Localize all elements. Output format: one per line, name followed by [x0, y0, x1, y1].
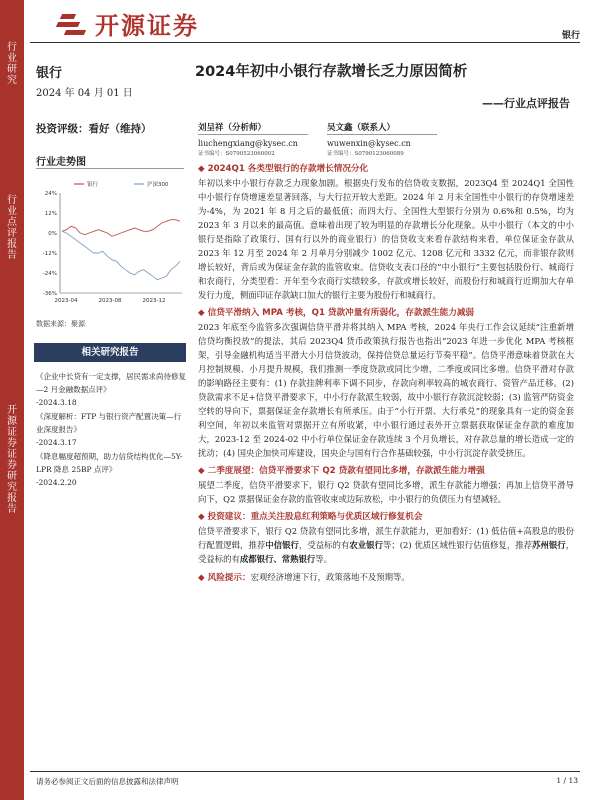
series-line-0 [62, 220, 180, 237]
section-paragraph [198, 524, 574, 566]
beneficiary-stock: 农业银行 [349, 540, 383, 550]
text-run: ，受益标的有 [298, 540, 350, 550]
x-tick-label: 2023-04 [54, 298, 78, 304]
section-heading-text: 投资建议：重点关注股息红利策略与优质区域行修复机会 [207, 512, 423, 522]
section-heading-text: 2024Q1 各类型银行的存款增长情况分化 [207, 164, 369, 174]
related-report-title[interactable]: 《深度解析：FTP 与银行资产配置决策—行业深度报告》 [36, 412, 182, 434]
related-report-date: -2024.3.18 [36, 398, 77, 407]
report-title: 2024年初中小银行存款增长乏力原因简析 [195, 64, 468, 80]
y-tick-label: -36% [42, 291, 57, 297]
y-tick-label: 0% [48, 231, 57, 237]
related-report-title[interactable]: 《企业中长贷有一定支撑，居民需求尚待修复—2 月金融数据点评》 [36, 372, 186, 394]
chart-title: 行业走势图 [36, 157, 86, 168]
related-report-date: -2024.3.17 [36, 438, 77, 447]
logo-text: 开源证券 [95, 12, 199, 40]
analyst-card [198, 123, 298, 160]
analyst-divider [198, 134, 308, 135]
recommended-stock: 中信银行 [265, 540, 299, 550]
section-paragraph: 2023 年底至今监管多次强调信贷平滑并将其纳入 MPA 考核，2024 年央行工作会议延续“注重新增信贷均衡投放”的提法，其后 2023Q4 货币政策执行报告也指出“2023 年进一步优化 MPA 考核框架，引导金融机构适当平滑大小月信贷波动，保持信贷总量运行节奏平稳”。信贷平滑意味着贷款在大月控制规模、小月提升规模，我们推测一季度贷款或同比少增，二季度或同比多增。信贷平滑对存款的影响路径主要有：(1) 存款挂牌利率下调不同步，存款向利率较高的城农商行、资管产品迁移。(2) 贷款需求不足+信贷平滑要求下，中小行存款派生较弱，故中小银行存款沉淀较弱；(3) 监管严防资金空转的导向下，票据保证金存款增长有所承压。由于“小行开票、大行承兑”的现象具有一定的资金套利空间，年初以来监管对票据开立有所收紧，中小银行通过表外开立票据获取保证金存款的难度加大，2023-12 至 2024-02 中小行单位保证金存款连续 3 个月负增长，对存款总量的增长造成一定的扰动；(4) 国央企加快司库建设，国央企与国有行合作基础较强，中小行沉淀存款受挤压。 [198, 322, 574, 458]
related-report-title[interactable]: 《降息幅度超预期，助力信贷结构优化—5Y-LPR 降息 25BP 点评》 [36, 452, 183, 474]
series-line-1 [62, 231, 180, 279]
section-heading [198, 162, 574, 176]
section-heading [198, 573, 251, 583]
legend-label: 银行 [87, 182, 99, 188]
footer-divider [30, 771, 580, 772]
related-report-item[interactable] [36, 410, 186, 449]
sidebar [0, 0, 24, 800]
related-report-item[interactable] [36, 450, 186, 489]
related-reports-list [36, 370, 186, 490]
contact-email[interactable]: wuwenxin@kysec.cn [327, 139, 411, 148]
page-number: 1 / 13 [556, 776, 578, 785]
header-divider [30, 42, 580, 43]
text-run: 等。 [315, 554, 332, 564]
y-tick-label: -24% [42, 271, 57, 277]
diamond-bullet-icon: ◆ [198, 466, 208, 476]
contact-name: 吴文鑫（联系人） [327, 123, 396, 133]
logo-mark-icon [55, 12, 89, 36]
sector-label: 银行 [36, 66, 63, 81]
sidebar-label-research: 行业研究 [7, 42, 17, 86]
section-heading-text: 风险提示： [207, 573, 251, 583]
investment-rating: 投资评级：看好（维持） [36, 123, 152, 135]
section-heading-text: 二季度展望：信贷平滑要求下 Q2 贷款有望同比多增，存款派生能力增强 [207, 466, 485, 476]
section-heading [198, 510, 574, 524]
legend-label: 沪深300 [147, 182, 169, 188]
chart-source: 数据来源：聚源 [36, 320, 85, 328]
y-tick-label: 24% [44, 191, 57, 197]
risk-note [198, 570, 574, 585]
industry-trend-chart [36, 175, 186, 310]
risk-text: 宏观经济增速下行，政策落地不及预期等。 [250, 572, 410, 582]
company-logo [55, 6, 199, 41]
y-tick-label: 12% [44, 211, 57, 217]
contact-divider [327, 134, 437, 135]
footer-disclaimer: 请务必参阅正文后面的信息披露和法律声明 [36, 777, 179, 786]
section-paragraph: 展望二季度，信贷平滑要求下，银行 Q2 贷款有望同比多增，派生存款能力增强；再加上信贷平滑导向下，Q2 票据保证金存款的监管收束或边际放松，中小银行的负债压力有望减轻。 [198, 480, 574, 504]
section-paragraph: 年初以来中小银行存款乏力现象加剧。根据央行发布的信贷收支数据，2023Q4 至 2024Q1 全国性中小银行存贷增速差显著回落，与大行拉开较大差距。2024 年 2 月末全国性中小银行的存贷增速差为-4%，为 2021 年 8 月之后的最低值；而四大行、全国性大型银行分别为 0.6%和 0.5%，均为 2023 年 3 月以来的最高值。意味着出现了较为明显的存款增长分化现象。从中小银行（本文的中小银行是指除了政策行、国有行以外的商业银行）的信贷收支来看存款结构来看，单位保证金存款从 2023 年 12 月至 2024 年 2 月单月分别减少 1002 亿元、1208 亿元和 3332 亿元，而非银存款则增长较好，背后或为保证金存款的监管收束。信贷收支表口径的“中小银行”主要包括股份行、城商行和农商行，分类型看：开年至今农商行实绩较多，存款或增长较好，而股份行和城商行近期加大存单发行力度，侧面印证存款缺口加大的银行主要为股份行和城商行。 [198, 178, 574, 300]
chart-title-divider [36, 168, 184, 169]
recommended-stock: 苏州银行 [532, 540, 566, 550]
analyst-email[interactable]: liuchengxiang@kysec.cn [198, 139, 298, 148]
header-sector-tag: 银行 [561, 31, 580, 41]
analyst-name: 刘呈祥（分析师） [198, 123, 267, 133]
report-date: 2024 年 04 月 01 日 [36, 88, 133, 99]
related-report-item[interactable] [36, 370, 186, 409]
contact-card [327, 123, 411, 160]
y-tick-label: -12% [42, 251, 57, 257]
x-tick-label: 2023-08 [98, 298, 122, 304]
diamond-bullet-icon: ◆ [198, 308, 208, 318]
section-heading [198, 464, 574, 478]
analyst-cert: 证书编号：S0790523060002 [198, 151, 275, 157]
report-body [198, 162, 574, 585]
beneficiary-stock: 成都银行、常熟银行 [239, 554, 316, 564]
related-report-date: -2024.2.20 [36, 478, 77, 487]
sidebar-label-brand: 开源证券 证券研究报告 [7, 405, 17, 515]
related-reports-header: 相关研究报告 [34, 343, 186, 362]
contact-cert: 证书编号：S0790123060089 [327, 151, 404, 157]
diamond-bullet-icon: ◆ [198, 512, 208, 522]
x-tick-label: 2023-12 [142, 298, 166, 304]
section-heading [198, 306, 574, 320]
text-run: ，受益标的有 [198, 540, 575, 564]
report-subtitle: ——行业点评报告 [482, 97, 570, 110]
diamond-bullet-icon: ◆ [198, 164, 208, 174]
text-run: 信贷平滑要求下，银行 Q2 贷款有望同比多增，派生存款能力，更加看好：(1) 低估值+高股息的股份行配置逻辑，推荐 [198, 526, 574, 550]
sidebar-label-report-type: 行业点评报告 [7, 195, 17, 261]
diamond-bullet-icon: ◆ [198, 573, 208, 583]
section-heading-text: 信贷平滑纳入 MPA 考核，Q1 贷款冲量有所弱化，存款派生能力减弱 [207, 308, 475, 318]
text-run: 等；(2) 优质区域性银行估值修复，推荐 [383, 540, 533, 550]
